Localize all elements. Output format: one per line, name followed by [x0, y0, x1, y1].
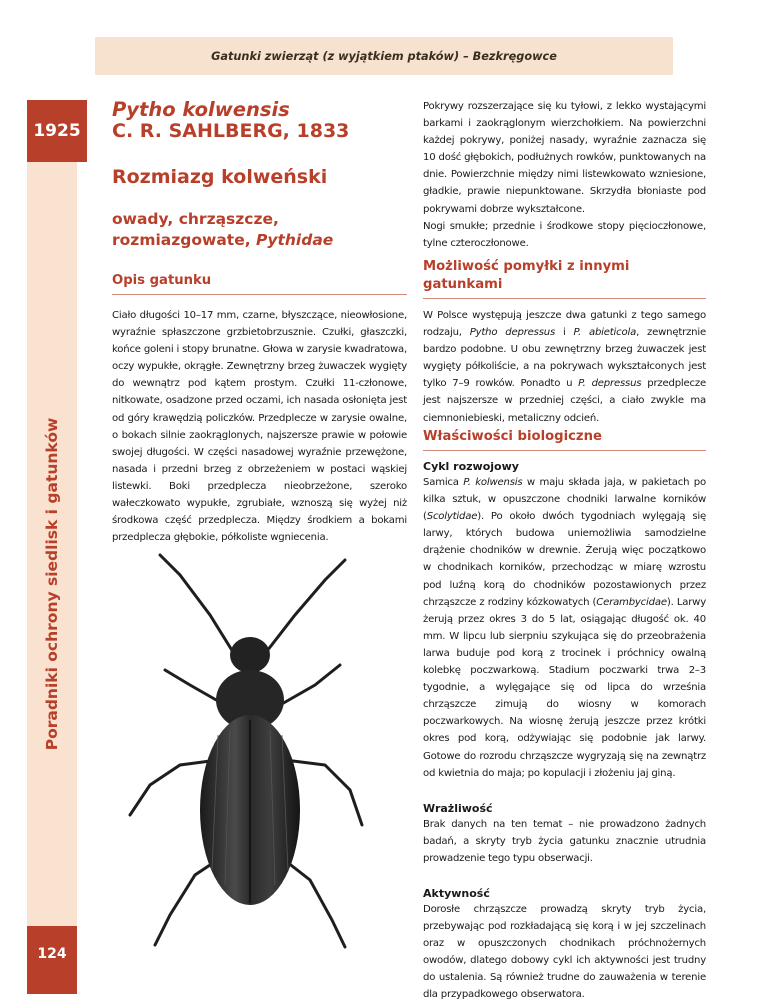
species-latin-name: Pytho kolwensis	[112, 98, 290, 121]
species-code-badge: 1925	[27, 100, 87, 162]
description-section	[112, 272, 407, 546]
life-cycle-heading: Cykl rozwojowy	[423, 460, 519, 473]
confusion-text: W Polsce występują jeszcze dwa gatunki z tego samego rodzaju, Pytho depressus i P. abieticola, zewnętrznie bardzo podobne. U obu zewnętrzny brzeg żuwaczek jest wygięty półkoliście, a na pokrywach wykształconych jest tylko 7–9 rowków. Ponadto u P. depressus przedplecze jest najszersze w przedniej części, a ciało zwykle ma ciemnoniebieski, metaliczny odcień.	[423, 310, 706, 424]
confusion-section	[423, 258, 706, 427]
activity-heading: Aktywność	[423, 886, 490, 900]
series-vertical-label: Poradniki ochrony siedlisk i gatunków	[43, 417, 61, 751]
header-title: Gatunki zwierząt (z wyjątkiem ptaków) – Bezkręgowce	[211, 49, 557, 63]
taxonomy-line-2	[112, 230, 412, 251]
description-text: Ciało długości 10–17 mm, czarne, błyszczące, nieowłosione, wyraźnie spłaszczone grzbietobrzusznie. Czułki, głaszczki, końce goleni i stopy brunatne. Głowa w zarysie kwadratowa, oczy wypukłe, okrągłe. Zewnętrzny brzeg żuwaczek wygięty do wewnątrz pod kątem prostym. Czułki 11-członowe, nitkowate, osadzone przed oczami, ich nasada osłonięta jest od góry krawędzią policzków. Przedplecze w zarysie owalne, o bokach silnie zaokrąglonych, najszersze prawie w połowie swojej długości. W części nasadowej wyraźnie przewężone, nasada i przedni brzeg z obrzeżeniem w postaci wąskiej listewki. Boki przedplecza nieobrzeżone, szeroko wałeczkowato wypukłe, zgrubiałe, wznoszą się wyżej niż środkowa część przedplecza. Między środkiem a bokami przedplecza głębokie, półkoliste wgniecenia.	[112, 310, 407, 544]
taxonomy-family-polish: rozmiazgowate,	[112, 231, 256, 249]
description-text-cont-1: Pokrywy rozszerzające się ku tyłowi, z lekko wystającymi barkami i zaokrąglonym wierzchołkiem. Na powierzchni każdej pokrywy, poniżej nasady, wyraźnie zaznacza się 10 dość głębokich, podłużnych rowków, punktowanych na dnie. Powierzchnie między nimi listewkowato wzniesione, gładkie, prawie niepunktowane. Skrzydła błoniaste pod pokrywami dobrze wykształcone.	[423, 101, 706, 215]
activity-text: Dorosłe chrząszcze prowadzą skryty tryb życia, przebywając pod rozkładającą się korą i w jej szczelinach oraz w opuszczonych chodnikach próchnożernych owodów, dlatego dobowy cykl ich aktywności jest trudny do ustalenia. Są również trudne do zauważenia w terenie dla przypadkowego obserwatora.	[423, 903, 706, 1001]
species-polish-name: Rozmiazg kolweński	[112, 166, 328, 188]
taxonomy-family-latin: Pythidae	[256, 231, 334, 249]
description-continued	[423, 98, 706, 252]
taxonomy	[112, 209, 412, 251]
sensitivity-heading: Wrażliwość	[423, 801, 493, 815]
taxonomy-line-1: owady, chrząszcze,	[112, 210, 279, 228]
confusion-heading: Możliwość pomyłki z innymi gatunkami	[423, 259, 630, 292]
biology-heading: Właściwości biologiczne	[423, 429, 602, 444]
description-heading: Opis gatunku	[112, 273, 212, 288]
page-number: 124	[27, 926, 77, 994]
biology-divider	[423, 450, 706, 451]
biology-section	[423, 428, 706, 1004]
description-divider	[112, 294, 407, 295]
description-text-cont-2: Nogi smukłe; przednie i środkowe stopy pięcioczłonowe, tylne czteroczłonowe.	[423, 220, 706, 249]
header-band	[95, 37, 673, 75]
beetle-photo	[100, 535, 400, 955]
confusion-divider	[423, 298, 706, 299]
sensitivity-text: Brak danych na ten temat – nie prowadzono żadnych badań, a skryty tryb życia gatunku znacznie utrudnia prowadzenie tego typu obserwacji.	[423, 818, 706, 864]
life-cycle-text: Samica P. kolwensis w maju składa jaja, w pakietach po kilka sztuk, w opuszczone chodniki larwalne korników (Scolytidae). Po około dwóch tygodniach wylęgają się larwy, których budowa uniemożliwia samodzielne drążenie chodników w drewnie. Żerują więc początkowo w chodnikach korników, przechodząc w miarę wzrostu pod luźną korą do chodników pozostawionych przez chrząszcze z rodziny kózkowatych (Cerambycidae). Larwy żerują przez okres 3 do 5 lat, osiągając długość ok. 40 mm. W lipcu lub sierpniu szykująca się do przeobrażenia larwa buduje pod korą z trocinek i próchnicy owalną kolebkę poczwarkową. Stadium poczwarki trwa 2–3 tygodnie, a wylęgające się od lipca do września chrząszcze zimują do wiosny w komorach poczwarkowych. Na wiosnę żerują jeszcze przez krótki okres pod korą, odżywiając się podobnie jak larwy. Gotowe do rozrodu chrząszcze wygryzają się na zewnątrz od kwietnia do maja; po kopulacji i złożeniu jaj giną.	[423, 477, 707, 779]
species-author: C. R. SAHLBERG, 1833	[112, 120, 350, 142]
